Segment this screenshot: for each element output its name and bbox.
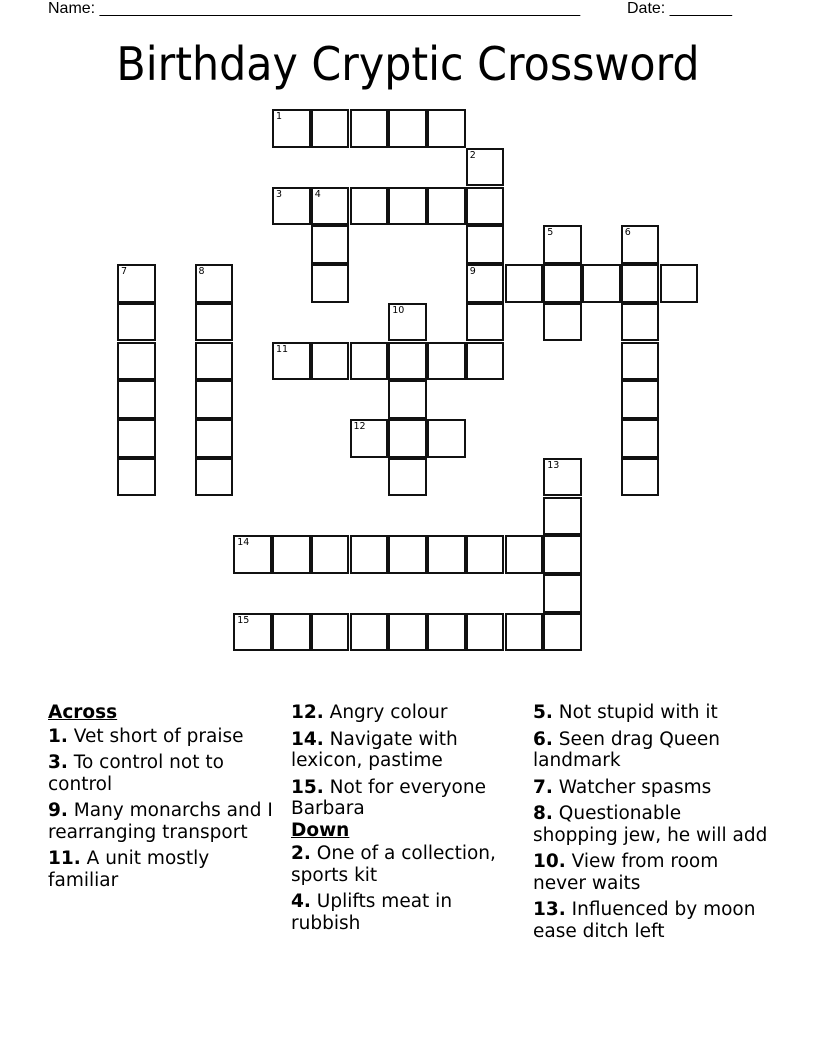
grid-cell[interactable] [543,225,582,264]
cell-number: 8 [198,266,205,277]
clue-down-2 [291,843,526,886]
grid-cell[interactable] [466,264,505,303]
clue-text: A unit mostly familiar [48,848,210,891]
grid-cell[interactable] [311,535,350,574]
grid-cell[interactable] [582,264,621,303]
clue-across-11 [48,848,283,891]
clue-text: Not for everyone Barbara [291,776,486,819]
clue-number: 11. [48,848,81,869]
clue-text: View from room never waits [533,851,719,894]
cell-number: 10 [392,304,405,316]
cell-number: 2 [469,149,476,161]
grid-cell[interactable] [388,613,427,652]
grid-cell[interactable] [117,303,156,342]
grid-cell[interactable] [350,187,389,226]
grid-cell[interactable] [427,342,466,381]
cell-number: 11 [276,343,289,355]
grid-cell[interactable] [466,535,505,574]
clue-text: One of a collection, sports kit [291,843,496,886]
clue-across-1 [48,726,283,748]
grid-cell[interactable] [388,419,427,458]
cell-number: 6 [624,227,631,239]
clue-down-13 [533,899,768,942]
date-field-label: Date: _______ [627,0,732,17]
grid-cell[interactable] [388,380,427,419]
grid-cell[interactable] [272,109,311,148]
grid-cell[interactable] [117,380,156,419]
grid-cell[interactable] [621,380,660,419]
grid-cell[interactable] [195,419,234,458]
clue-across-15 [291,777,526,820]
cell-number: 1 [276,111,283,122]
cell-number: 13 [547,459,560,471]
clue-number: 4. [291,891,311,912]
grid-cell[interactable] [311,225,350,264]
grid-cell[interactable] [195,458,234,497]
grid-cell[interactable] [233,613,272,652]
clue-text: Seen drag Queen landmark [533,728,720,771]
cell-number: 7 [121,266,128,277]
grid-cell[interactable] [350,419,389,458]
grid-cell[interactable] [621,419,660,458]
grid-cell[interactable] [117,342,156,381]
cell-number: 15 [237,614,250,626]
clue-text: Influenced by moon ease ditch left [533,899,756,942]
grid-cell[interactable] [621,342,660,381]
grid-cell[interactable] [505,264,544,303]
grid-cell[interactable] [466,148,505,187]
grid-cell[interactable] [272,342,311,381]
grid-cell[interactable] [621,264,660,303]
grid-cell[interactable] [466,342,505,381]
grid-cell[interactable] [272,613,311,652]
clue-text: Angry colour [323,702,448,723]
grid-cell[interactable] [505,613,544,652]
clue-text: Watcher spasms [552,776,712,798]
clue-across-9 [48,800,283,843]
grid-cell[interactable] [543,458,582,497]
clue-text: Navigate with lexicon, pastime [291,728,458,771]
grid-cell[interactable] [466,225,505,264]
clue-number: 8. [533,803,553,824]
grid-cell[interactable] [543,303,582,342]
grid-cell[interactable] [621,458,660,497]
grid-cell[interactable] [195,380,234,419]
clues-column-3 [533,702,768,942]
grid-cell[interactable] [427,187,466,226]
grid-cell[interactable] [543,497,582,536]
grid-cell[interactable] [466,303,505,342]
clue-text: To control not to control [48,752,224,795]
clue-number: 14. [291,728,324,750]
cell-number: 3 [276,188,283,200]
clue-number: 2. [291,843,311,864]
grid-cell[interactable] [311,342,350,381]
clue-number: 12. [291,702,324,723]
page-title: Birthday Cryptic Crossword [116,37,700,91]
grid-cell[interactable] [427,419,466,458]
clue-down-6 [533,729,768,772]
grid-cell[interactable] [543,574,582,613]
clue-number: 9. [48,800,68,821]
clue-number: 15. [291,776,324,798]
grid-cell[interactable] [543,613,582,652]
grid-cell[interactable] [388,342,427,381]
grid-cell[interactable] [272,187,311,226]
clue-across-3 [48,752,283,795]
grid-cell[interactable] [272,535,311,574]
clue-number: 10. [533,851,566,872]
cell-number: 12 [353,421,366,432]
name-field-label: Name: ______________________________________________________ [48,0,581,17]
grid-cell[interactable] [350,535,389,574]
grid-cell[interactable] [543,535,582,574]
grid-cell[interactable] [427,613,466,652]
grid-cell[interactable] [350,342,389,381]
grid-cell[interactable] [195,303,234,342]
clue-number: 7. [533,776,553,798]
grid-cell[interactable] [660,264,699,303]
clue-down-10 [533,851,768,894]
clues-column-2 [291,702,526,934]
grid-cell[interactable] [388,187,427,226]
cell-number: 9 [469,266,476,277]
cell-number: 4 [314,188,321,200]
clue-text: Vet short of praise [67,725,244,747]
grid-cell[interactable] [427,109,466,148]
clue-text: Not stupid with it [552,702,718,723]
clue-text: Uplifts meat in rubbish [291,891,453,934]
grid-cell[interactable] [117,458,156,497]
grid-cell[interactable] [388,303,427,342]
grid-cell[interactable] [388,109,427,148]
grid-cell[interactable] [195,264,234,303]
clue-down-7 [533,777,768,799]
grid-cell[interactable] [117,419,156,458]
clue-down-4 [291,891,526,934]
cell-number: 14 [237,537,250,549]
clue-across-14 [291,729,526,772]
clue-number: 5. [533,702,553,723]
clue-text: Questionable shopping jew, he will add [533,803,768,846]
grid-cell[interactable] [388,535,427,574]
grid-cell[interactable] [311,613,350,652]
grid-cell[interactable] [311,109,350,148]
grid-cell[interactable] [466,187,505,226]
clue-down-8 [533,803,768,846]
grid-cell[interactable] [311,187,350,226]
grid-cell[interactable] [505,535,544,574]
grid-cell[interactable] [350,109,389,148]
down-heading: Down [291,819,350,841]
clue-number: 13. [533,899,566,920]
grid-cell[interactable] [195,342,234,381]
clue-down-5 [533,702,768,724]
clue-number: 1. [48,725,68,747]
grid-cell[interactable] [233,535,272,574]
clue-number: 6. [533,728,553,750]
clues-column-1 [48,702,283,891]
clue-text: Many monarchs and I rearranging transport [48,800,273,843]
clue-number: 3. [48,752,68,773]
clue-across-12 [291,702,526,724]
across-heading: Across [48,702,118,723]
grid-cell[interactable] [427,535,466,574]
grid-cell[interactable] [117,264,156,303]
grid-cell[interactable] [388,458,427,497]
grid-cell[interactable] [311,264,350,303]
grid-cell[interactable] [621,303,660,342]
grid-cell[interactable] [543,264,582,303]
grid-cell[interactable] [466,613,505,652]
cell-number: 5 [547,227,554,239]
grid-cell[interactable] [350,613,389,652]
grid-cell[interactable] [621,225,660,264]
